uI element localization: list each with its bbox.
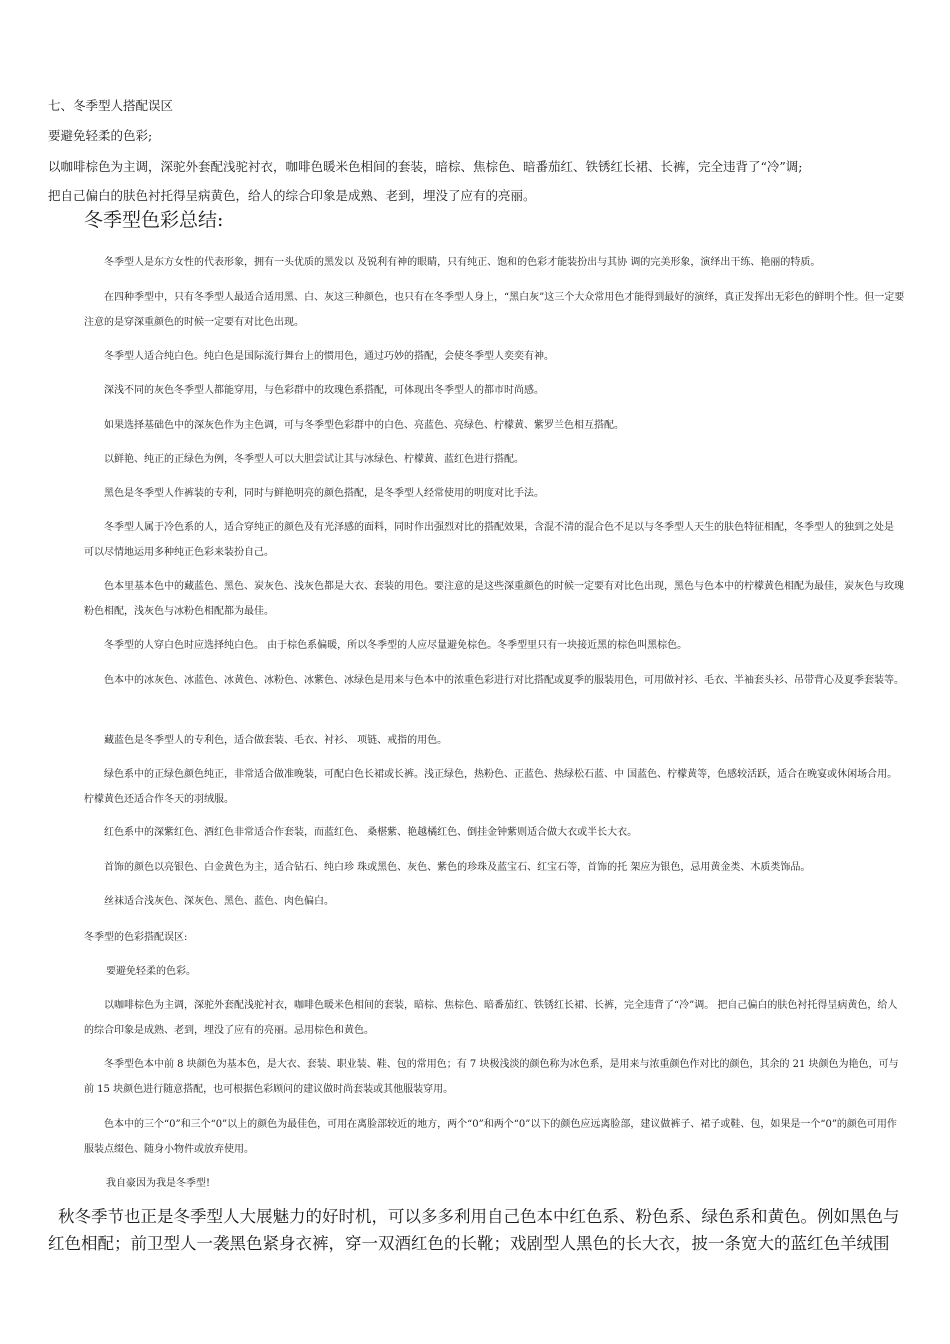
- body-paragraph: [84, 633, 906, 658]
- body-paragraph: [84, 481, 906, 506]
- closing-paragraph: [48, 1203, 910, 1257]
- body-paragraph: [84, 250, 906, 275]
- paragraph-text: 深浅不同的灰色冬季型人都能穿用，与色彩群中的玫瑰色系搭配，可体现出冬季型人的都市时尚感。: [104, 385, 544, 396]
- paragraph-text: 红色系中的深紫红色、酒红色非常适合作套装，而蓝红色、 桑椹紫、艳越橘红色、倒挂金钟紫则适合做大衣或半长大衣。: [104, 827, 638, 838]
- summary-title: 冬季型色彩总结:: [84, 209, 224, 231]
- body-paragraph: [84, 668, 906, 693]
- mistake-line: 要避免轻柔的色彩。: [106, 966, 196, 977]
- body-paragraph: [84, 889, 906, 914]
- body-paragraph: [84, 344, 906, 369]
- mistakes-heading: 冬季型的色彩搭配误区:: [84, 932, 188, 943]
- paragraph-text: 冬季型人适合纯白色。纯白色是国际流行舞台上的惯用色，通过巧妙的搭配，会使冬季型人奕奕有神。: [104, 351, 554, 362]
- body-paragraph: [84, 762, 906, 812]
- paragraph-text: 冬季型人属于冷色系的人，适合穿纯正的颜色及有光泽感的面料，同时作出强烈对比的搭配效果，含混不清的混合色不足以与冬季型人天生的肤色特征相配，冬季型人的独到之处是 可以尽情地运用多种纯正色彩来装扮自己。: [84, 522, 894, 558]
- paragraph-text: 如果选择基础色中的深灰色作为主色调，可与冬季型色彩群中的白色、亮蓝色、亮绿色、柠檬黄、紫罗兰色相互搭配。: [104, 420, 624, 431]
- body-paragraph: [84, 285, 906, 335]
- body-paragraph: [84, 413, 906, 438]
- paragraph-text: 色本中的冰灰色、冰蓝色、冰黄色、冰粉色、冰紫色、冰绿色是用来与色本中的浓重色彩进行对比搭配或夏季的服装用色，可用做衬衫、毛衣、半袖套头衫、吊带背心及夏季套装等。: [104, 675, 904, 686]
- paragraph-text: 绿色系中的正绿色颜色纯正，非常适合做准晚装，可配白色长裙或长裤。浅正绿色，热粉色、正蓝色、热绿松石蓝、中 国蓝色、柠檬黄等，色感较活跃，适合在晚宴或休闲场合用。 柠檬黄色还适合作冬天的羽绒服。: [84, 769, 898, 805]
- paragraph-text: 冬季型人是东方女性的代表形象，拥有一头优质的黑发以 及锐利有神的眼睛，只有纯正、饱和的色彩才能装扮出与其协 调的完美形象，演绎出干练、艳丽的特质。: [104, 257, 821, 268]
- paragraph-text: 以咖啡棕色为主调，深驼外套配浅驼衬衣，咖啡色暖米色相间的套装，暗棕、焦棕色、暗番茄红、铁锈红长裙、长裤，完全违背了“冷”调。 把自己偏白的肤色衬托得呈病黄色，给人的综合印象是成熟、老到，埋没了应有的亮丽。忌用棕色和黄色。: [84, 1000, 898, 1036]
- section-heading: 七、冬季型人搭配误区: [48, 98, 174, 113]
- intro-line: 把自己偏白的肤色衬托得呈病黄色，给人的综合印象是成熟、老到，埋没了应有的亮丽。: [48, 188, 536, 203]
- proud-line: 我自豪因为我是冬季型!: [106, 1178, 211, 1189]
- paragraph-text: 冬季型色本中前 8 块颜色为基本色，是大衣、套装、职业装、鞋、包的常用色；有 7 块极浅淡的颜色称为冰色系，是用来与浓重颜色作对比的颜色，其余的 21 块颜色为艳色，可与前 15 块颜色进行随意搭配，也可根据色彩顾问的建议做时尚套装或其他服装穿用。: [84, 1059, 899, 1095]
- body-paragraph: [84, 855, 906, 880]
- body-paragraph: [84, 820, 906, 845]
- body-paragraph: [84, 993, 906, 1043]
- body-paragraph: [84, 728, 906, 753]
- paragraph-text: 色本里基本色中的藏蓝色、黑色、炭灰色、浅灰色都是大衣、套装的用色。要注意的是这些深重颜色的时候一定要有对比色出现，黑色与色本中的柠檬黄色相配为最佳，炭灰色与玫瑰粉色相配，浅灰色与冰粉色相配都为最佳。: [84, 581, 904, 617]
- body-paragraph: [84, 574, 906, 624]
- body-paragraph: [84, 447, 906, 472]
- paragraph-text: 首饰的颜色以亮银色、白金黄色为主，适合钻石、纯白珍 珠或黑色、灰色、紫色的珍珠及蓝宝石、红宝石等，首饰的托 架应为银色，忌用黄金类、木质类饰品。: [104, 862, 811, 873]
- paragraph-text: 以鲜艳、纯正的正绿色为例，冬季型人可以大胆尝试让其与冰绿色、柠檬黄、蓝红色进行搭配。: [104, 454, 524, 465]
- body-paragraph: [84, 515, 906, 565]
- paragraph-text: 藏蓝色是冬季型人的专利色，适合做套装、毛衣、衬衫、 项链、戒指的用色。: [104, 735, 448, 746]
- intro-line: 以咖啡棕色为主调，深驼外套配浅驼衬衣，咖啡色暖米色相间的套装，暗棕、焦棕色、暗番茄红、铁锈红长裙、长裤，完全违背了“冷”调;: [48, 159, 803, 174]
- body-paragraph: [84, 1112, 906, 1162]
- body-paragraph: [84, 1052, 906, 1102]
- paragraph-text: 在四种季型中，只有冬季型人最适合适用黑、白、灰这三种颜色，也只有在冬季型人身上，“黑白灰”这三个大众常用色才能得到最好的演绎，真正发挥出无彩色的鲜明个性。但一定要注意的是穿深重颜色的时候一定要有对比色出现。: [84, 292, 905, 328]
- paragraph-text: 秋冬季节也正是冬季型人大展魅力的好时机，可以多多利用自己色本中红色系、粉色系、绿色系和黄色。例如黑色与红色相配；前卫型人一袭黑色紧身衣裤，穿一双酒红色的长靴；戏剧型人黑色的长大衣，披一条宽大的蓝红色羊绒围: [48, 1207, 900, 1253]
- paragraph-text: 丝袜适合浅灰色、深灰色、黑色、蓝色、肉色偏白。: [104, 896, 334, 907]
- paragraph-text: 黑色是冬季型人作裤装的专利，同时与鲜艳明亮的颜色搭配，是冬季型人经常使用的明度对比手法。: [104, 488, 544, 499]
- intro-line: 要避免轻柔的色彩;: [48, 128, 153, 143]
- paragraph-text: 色本中的三个“0”和三个“0”以上的颜色为最佳色，可用在离脸部较近的地方，两个“0”和两个“0”以下的颜色应远离脸部，建议做裤子、裙子或鞋、包，如果是一个“0”的颜色可用作服装点缀色、随身小物件或放弃使用。: [84, 1119, 897, 1155]
- paragraph-text: 冬季型的人穿白色时应选择纯白色。 由于棕色系偏暖，所以冬季型的人应尽量避免棕色。冬季型里只有一块接近黑的棕色叫黑棕色。: [104, 640, 688, 651]
- body-paragraph: [84, 378, 906, 403]
